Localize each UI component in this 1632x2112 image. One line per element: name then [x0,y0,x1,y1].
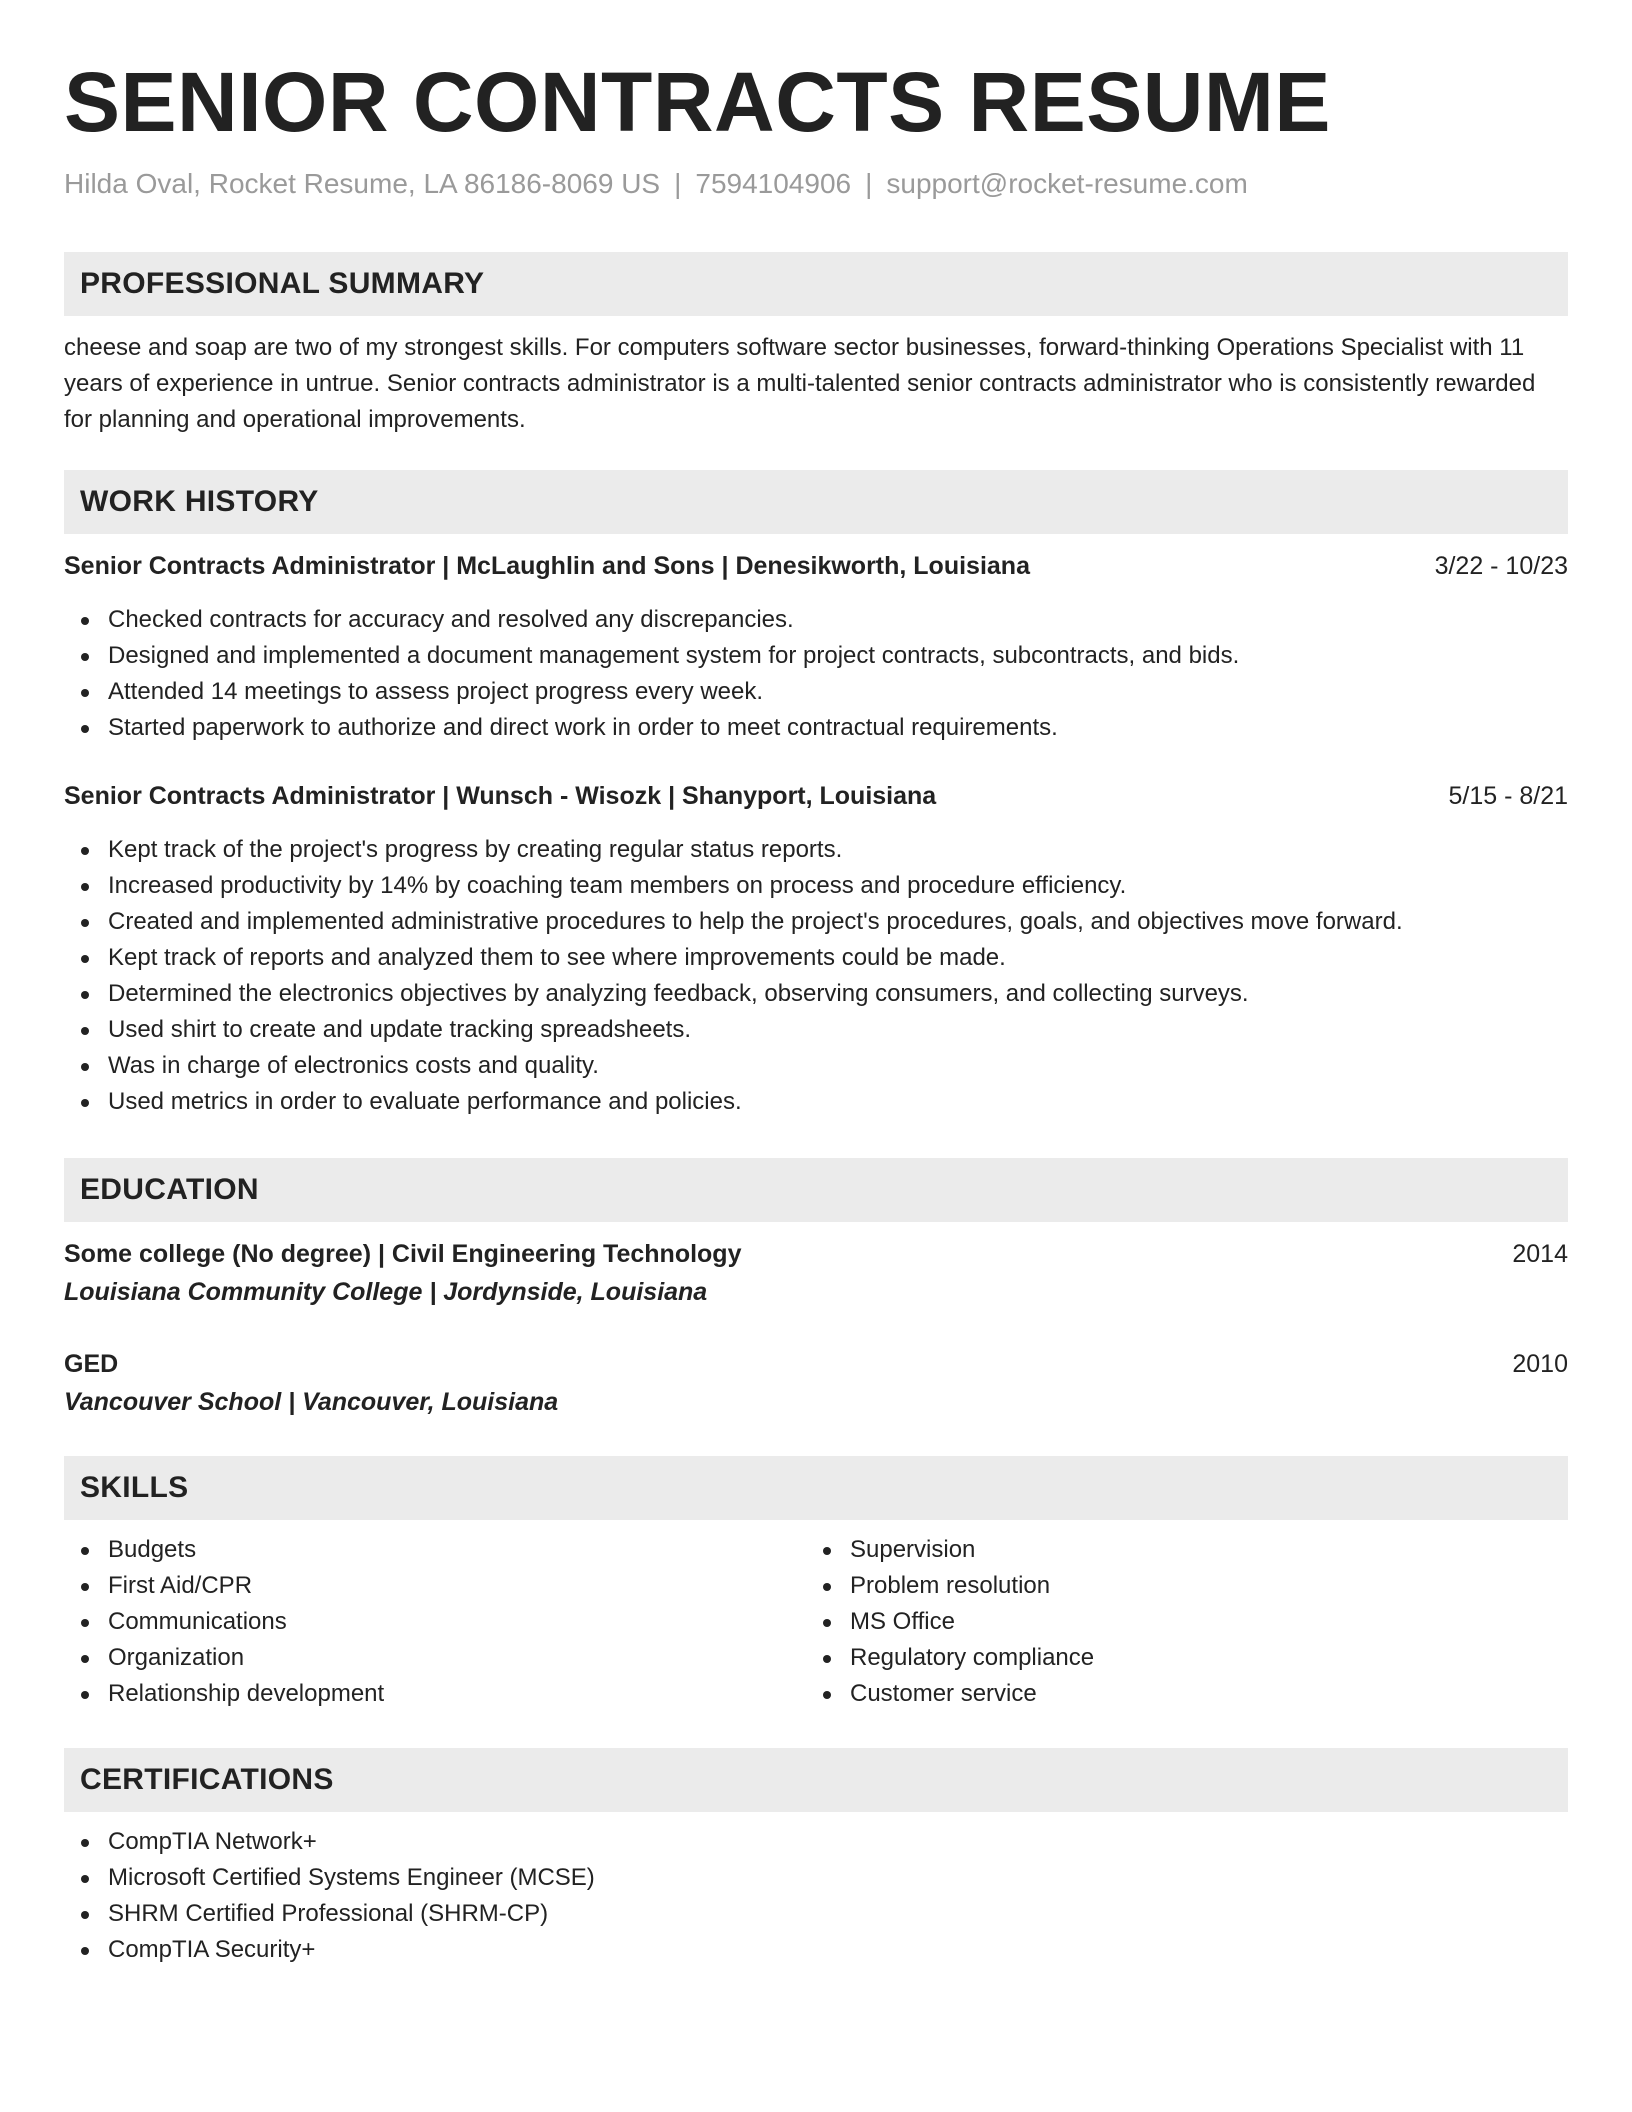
contact-separator: | [674,168,682,199]
bullet-icon [81,617,89,625]
bullet-icon [81,689,89,697]
job-bullet-text: Checked contracts for accuracy and resolved any discrepancies. [108,606,794,633]
bullet-icon [81,1547,89,1555]
job-bullet-text: Increased productivity by 14% by coaching team members on process and procedure efficiency. [108,872,1127,899]
education-degree: Some college (No degree) | Civil Engineering Technology [64,1240,742,1268]
education-year: 2010 [1512,1350,1568,1378]
bullet-icon [81,1911,89,1919]
bullet-icon [81,1839,89,1847]
education-header [64,1236,1568,1272]
bullet-icon [823,1583,831,1591]
job-bullet [64,904,1568,940]
job-dates: 3/22 - 10/23 [1434,552,1568,580]
job-bullet-text: Determined the electronics objectives by analyzing feedback, observing consumers, and collecting surveys. [108,980,1249,1007]
bullet-icon [81,1619,89,1627]
certification-item [64,1896,1568,1932]
certification-text: Microsoft Certified Systems Engineer (MCSE) [108,1864,595,1891]
skill-text: Organization [108,1644,245,1671]
job-bullet-text: Was in charge of electronics costs and quality. [108,1052,599,1079]
bullet-icon [81,1947,89,1955]
contact-phone: 7594104906 [695,168,852,199]
job-bullet-text: Designed and implemented a document management system for project contracts, subcontracts, and bids. [108,642,1240,669]
job-title: Senior Contracts Administrator | McLaughlin and Sons | Denesikworth, Louisiana [64,552,1030,580]
skill-item [806,1676,1548,1712]
job-bullet-list [64,832,1568,1120]
certifications-heading: CERTIFICATIONS [64,1748,1568,1812]
job-bullet-text: Started paperwork to authorize and direct work in order to meet contractual requirements. [108,714,1058,741]
job-title: Senior Contracts Administrator | Wunsch - Wisozk | Shanyport, Louisiana [64,782,937,810]
skill-text: Supervision [850,1536,976,1563]
job-header [64,778,1568,814]
education-heading: EDUCATION [64,1158,1568,1222]
bullet-icon [81,1063,89,1071]
job-entry [64,778,1568,1120]
job-bullet [64,832,1568,868]
skill-text: First Aid/CPR [108,1572,253,1599]
education-header [64,1346,1568,1382]
job-bullet-text: Used metrics in order to evaluate performance and policies. [108,1088,742,1115]
skill-text: Communications [108,1608,287,1635]
skill-text: MS Office [850,1608,955,1635]
bullet-icon [81,725,89,733]
job-bullet-text: Created and implemented administrative procedures to help the project's procedures, goals, and objectives move forward. [108,908,1403,935]
job-bullet [64,602,1568,638]
education-entry [64,1346,1568,1420]
education-school: Louisiana Community College | Jordynside, Louisiana [64,1278,708,1306]
job-bullet [64,674,1568,710]
job-bullet [64,1012,1568,1048]
work-history-heading: WORK HISTORY [64,470,1568,534]
summary-section [64,252,1568,438]
skill-text: Relationship development [108,1680,385,1707]
skills-heading: SKILLS [64,1456,1568,1520]
bullet-icon [81,991,89,999]
skills-section [64,1456,1568,1712]
job-bullet [64,940,1568,976]
job-bullet [64,868,1568,904]
bullet-icon [81,955,89,963]
bullet-icon [81,1875,89,1883]
job-bullet-text: Used shirt to create and update tracking spreadsheets. [108,1016,692,1043]
bullet-icon [81,1027,89,1035]
contact-email: support@rocket-resume.com [886,168,1248,199]
skill-text: Budgets [108,1536,197,1563]
skill-item [806,1604,1548,1640]
education-entry [64,1236,1568,1310]
certification-text: CompTIA Security+ [108,1936,316,1963]
skills-list-left [64,1532,806,1712]
skill-item [806,1568,1548,1604]
education-year: 2014 [1512,1240,1568,1268]
bullet-icon [81,919,89,927]
job-bullet [64,638,1568,674]
job-dates: 5/15 - 8/21 [1448,782,1568,810]
bullet-icon [81,883,89,891]
bullet-icon [823,1691,831,1699]
bullet-icon [81,653,89,661]
bullet-icon [823,1547,831,1555]
bullet-icon [81,847,89,855]
summary-heading: PROFESSIONAL SUMMARY [64,252,1568,316]
contact-separator: | [865,168,873,199]
skill-item [64,1568,806,1604]
resume-title: SENIOR CONTRACTS RESUME [64,55,1331,149]
bullet-icon [81,1655,89,1663]
skill-item [806,1640,1548,1676]
job-bullet [64,710,1568,746]
skill-text: Regulatory compliance [850,1644,1095,1671]
bullet-icon [81,1099,89,1107]
skill-item [806,1532,1548,1568]
skill-item [64,1604,806,1640]
job-bullet [64,1084,1568,1120]
skill-text: Customer service [850,1680,1037,1707]
bullet-icon [823,1619,831,1627]
job-bullet-text: Kept track of reports and analyzed them to see where improvements could be made. [108,944,1006,971]
education-degree: GED [64,1350,119,1378]
certifications-list [64,1824,1568,1968]
certification-text: CompTIA Network+ [108,1828,317,1855]
job-entry [64,548,1568,746]
skill-item [64,1676,806,1712]
bullet-icon [81,1691,89,1699]
job-header [64,548,1568,584]
certification-item [64,1932,1568,1968]
job-bullet [64,976,1568,1012]
job-bullet-text: Kept track of the project's progress by creating regular status reports. [108,836,843,863]
skill-item [64,1532,806,1568]
contact-line [64,164,1248,204]
certification-text: SHRM Certified Professional (SHRM-CP) [108,1900,549,1927]
certification-item [64,1860,1568,1896]
certifications-section [64,1748,1568,1968]
job-bullet-text: Attended 14 meetings to assess project progress every week. [108,678,764,705]
bullet-icon [81,1583,89,1591]
certification-item [64,1824,1568,1860]
skill-text: Problem resolution [850,1572,1051,1599]
contact-address: Hilda Oval, Rocket Resume, LA 86186-8069 US [64,168,661,199]
education-school: Vancouver School | Vancouver, Louisiana [64,1388,559,1416]
skills-columns [64,1532,1568,1712]
bullet-icon [823,1655,831,1663]
work-history-section [64,470,1568,1120]
summary-text: cheese and soap are two of my strongest skills. For computers software sector businesses, forward-thinking Operations Specialist with 11 years of experience in untrue. Senior contracts administrator is a multi-talented senior contracts administrator who is consistently rewarded for planning and operational improvements. [64,334,1536,433]
job-bullet [64,1048,1568,1084]
job-bullet-list [64,602,1568,746]
skill-item [64,1640,806,1676]
education-section [64,1158,1568,1420]
skills-list-right [806,1532,1548,1712]
